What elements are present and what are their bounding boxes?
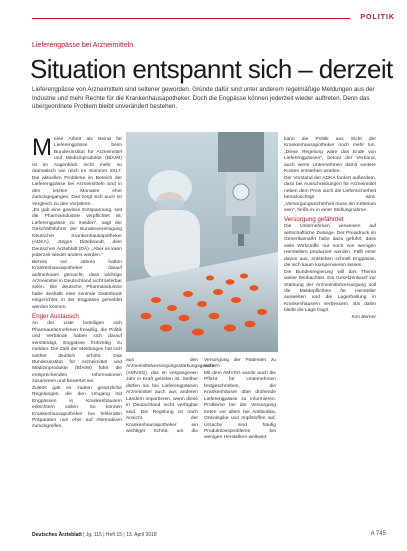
article-kicker: Lieferengpässe bei Arzneimitteln [32,42,134,49]
page-footer [32,532,386,540]
column-3 [284,137,376,532]
paragraph: Mit dem AMVSG wurde auch die Pflicht für Unternehmen festgeschrieben, die Krankenhäuser über drohende Lieferengpässe zu informieren. Probleme bei der Versorgung treten vor allem bei Antibiotika, Onkologika und Impfstoffen auf. Ursache sind häufig Produktionsprobleme bei wenigen Herstellern weltweit. [204,370,276,441]
paragraph: An der Liste beteiligen sich Pharmaunternehmen freiwillig, die Politik und Verbände haben sich darauf verständigt, Engpässe frühzeitig zu melden. Die Zahl der Meldungen hat sich seither deutlich erhöht. Das Bundesinstitut für Arzneimittel und Medizinprodukte (BfArM) führt die entsprechenden Informationen zusammen und bewertet sie. [32,321,122,385]
page-number: A 745 [370,531,386,537]
section-label: POLITIK [360,14,395,21]
paragraph: Die Unternehmen verweisen auf wirtschaftliche Zwänge. Der Preisdruck im Generikamarkt habe dazu geführt, dass viele Wirkstoffe nur noch von wenigen Herstellern produziert werden. Fällt einer davon aus, entstehen schnell Engpässe, die sich kaum kompensieren lassen. [284,224,376,269]
subheading: Versorgung gefährdet [284,216,344,224]
paragraph: Die Bundesregierung will das Thema weiter beobachten. Ein Gesetzentwurf zur Stärkung der Arzneimittelversorgung soll die Meldepflichten für Hersteller ausweiten und die Lagerhaltung in Krankenhäusern verbessern. Bis dahin bleibt die Lage fragil. [284,269,376,314]
paragraph: kann die Politik aus Sicht der Krankenhausapotheker noch mehr tun. „Diese Regelung wäre das Ende von Lieferengpässen“, betont der Verband, auch wenn Unternehmen damit weitere Kosten entstehen würden. [284,137,376,175]
journal-info: Deutsches Ärzteblatt | Jg. 115 | Heft 15 | 13. April 2018 [32,532,157,538]
paragraph: Zuletzt gab es zudem gesetzliche Regelungen, die den Umgang mit Engpässen in Krankenhäusern erleichtern sollen. So können Krankenhausapotheker bei fehlenden Präparaten nun eher auf Alternativen zurückgreifen. [32,385,122,430]
paragraph: aus den Arzneimittelversorgungsstärkungsgesetz (AMVSG), das im vergangenen Jahr in Kraft getreten ist. Seither dürfen sie bei Lieferengpässen Arzneimittel auch aus anderen Ländern importieren, wenn diese in Deutschland nicht verfügbar sind. Die Regelung ist nach Ansicht der Krankenhausapotheker ein wichtiger Schritt, um die Versorgung der Patienten zu sichern. [126,358,276,434]
paragraph: Meine Arbeit als Beirat für Lieferengpässe beim Bundesinstitut für Arzneimittel und Medizinprodukte (BfArM) ist im Augenblick nicht mehr so dramatisch wie noch im Sommer 2017: Die aktuellen Probleme im Bereich der Lieferengpässe bei Arzneimitteln sind in den letzten Monaten eher zurückgegangen. Das zeigt sich auch im Vergleich zu den Vorjahren. [32,134,122,207]
photo-credit: Foto: iStockphoto [395,437,403,457]
article-title: Situation entspannt sich – derzeit [30,54,393,84]
paragraph: „Es gab eine gewisse Entspannung, seit die Pharmaindustrie verpflichtet ist, Lieferengpässe zu melden“, sagt der Geschäftsführer der Bundesvereinigung Deutscher Krankenhausapotheker (ADKA), Jürgen Dittebrandt, dem Deutschen Ärzteblatt (DÄ). „Aber es kann jederzeit wieder anders werden.“ [32,207,122,259]
article-lead: Lieferengpässe von Arzneimitteln sind seltener geworden. Gründe dafür sind unter anderem regelmäßige Meldungen aus der Industrie und mehr Rechte für die Krankenhausapotheker. Doch die Engpässe können jederzeit wieder auftreten. Denn das übergeordnete Problem bleibt unverändert bestehen. [32,86,375,111]
subheading: Enger Austausch [32,313,79,321]
dropcap: M [32,134,52,161]
photo-pills-production-line-icon [126,132,278,352]
author-signature: Kim Berner [351,314,376,320]
journal-name: Deutsches Ärzteblatt [32,532,82,538]
paragraph: Der Vorstand der ADKA fordert außerdem, dass bei Ausschreibungen für Arzneimittel neben dem Preis auch die Liefersicherheit berücksichtigt wird. „Versorgungssicherheit muss ein Kriterium sein“, heißt es in einer Stellungnahme. [284,175,376,213]
paragraph: Bereits vor Jahren hatten Krankenhausapotheker darauf aufmerksam gemacht, dass wichtige Arzneimittel in Deutschland nicht lieferbar seien. Die deutsche Pharmaindustrie habe deshalb eine zentrale Datenbank eingerichtet, in der Engpässe gemeldet werden können. [32,259,122,310]
top-bar [0,14,407,24]
column-1 [32,134,122,532]
header-rule [32,18,350,19]
column-2 [126,358,276,530]
journal-issue: Jg. 115 | Heft 15 | 13. April 2018 [85,532,157,538]
